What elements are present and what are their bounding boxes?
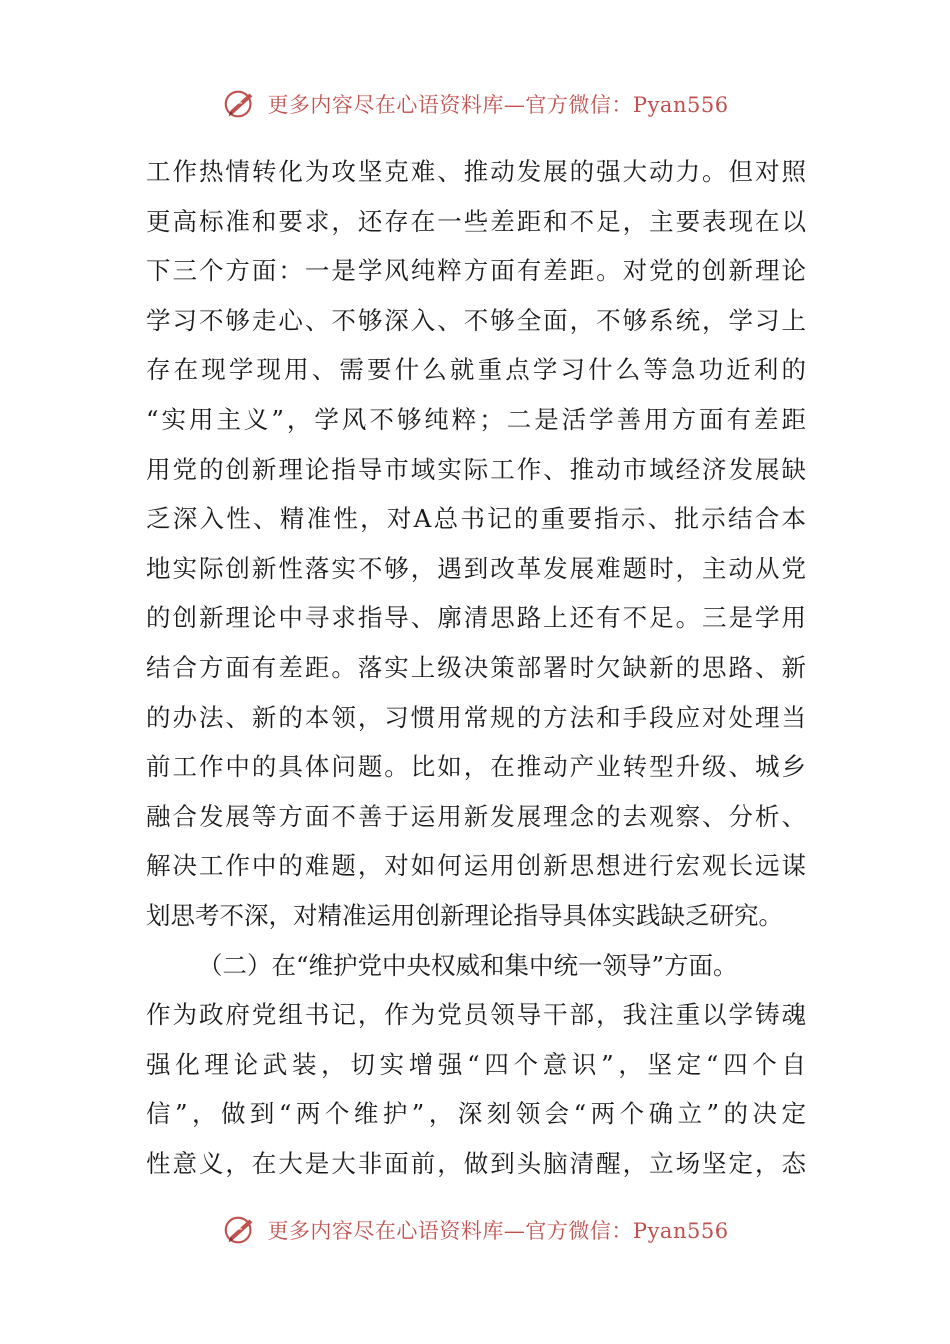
text-line: 强化理论武装，切实增强“四个意识”，坚定“四个自 (146, 1049, 806, 1079)
pen-logo-icon (221, 1211, 259, 1249)
text-line: 作为政府党组书记，作为党员领导干部，我注重以学铸魂 (146, 1000, 806, 1030)
text-line: 解决工作中的难题，对如何运用创新思想进行宏观长远谋 (146, 851, 806, 881)
text-line: 用党的创新理论指导市域实际工作、推动市域经济发展缺 (146, 454, 806, 484)
text-line: 下三个方面：一是学风纯粹方面有差距。对党的创新理论 (146, 256, 806, 286)
text-line: 地实际创新性落实不够，遇到改革发展难题时，主动从党 (146, 553, 806, 583)
text-line: 更高标准和要求，还存在一些差距和不足，主要表现在以 (146, 206, 806, 236)
text-line: 存在现学现用、需要什么就重点学习什么等急功近利的 (146, 355, 806, 385)
text-line: 工作热情转化为攻坚克难、推动发展的强大动力。但对照 (146, 157, 806, 186)
header-banner (0, 84, 950, 124)
text-line: 性意义，在大是大非面前，做到头脑清醒，立场坚定，态 (146, 1148, 806, 1178)
text-line: 的创新理论中寻求指导、廓清思路上还有不足。三是学用 (146, 603, 806, 633)
document-body (146, 147, 806, 1188)
text-line: 划思考不深，对精准运用创新理论指导具体实践缺乏研究。 (146, 900, 783, 930)
text-line: 前工作中的具体问题。比如，在推动产业转型升级、城乡 (146, 752, 806, 782)
text-line: 的办法、新的本领，习惯用常规的方法和手段应对处理当 (146, 702, 806, 732)
footer-banner (0, 1210, 950, 1250)
header-banner-text: 更多内容尽在心语资料库—官方微信：Pyan556 (267, 93, 729, 117)
footer-banner-text: 更多内容尽在心语资料库—官方微信：Pyan556 (267, 1219, 729, 1243)
text-line: “实用主义”，学风不够纯粹；二是活学善用方面有差距 (146, 404, 806, 434)
text-line: 结合方面有差距。落实上级决策部署时欠缺新的思路、新 (146, 652, 806, 682)
pen-logo-icon (221, 85, 259, 123)
text-line: 乏深入性、精准性，对A总书记的重要指示、批示结合本 (146, 504, 806, 534)
text-line: 学习不够走心、不够深入、不够全面，不够系统，学习上 (146, 305, 806, 335)
text-line: 融合发展等方面不善于运用新发展理念的去观察、分析、 (146, 801, 806, 831)
text-line: 信”，做到“两个维护”，深刻领会“两个确立”的决定 (146, 1099, 806, 1129)
section-heading-line: （二）在“维护党中央权威和集中统一领导”方面。 (198, 950, 738, 980)
